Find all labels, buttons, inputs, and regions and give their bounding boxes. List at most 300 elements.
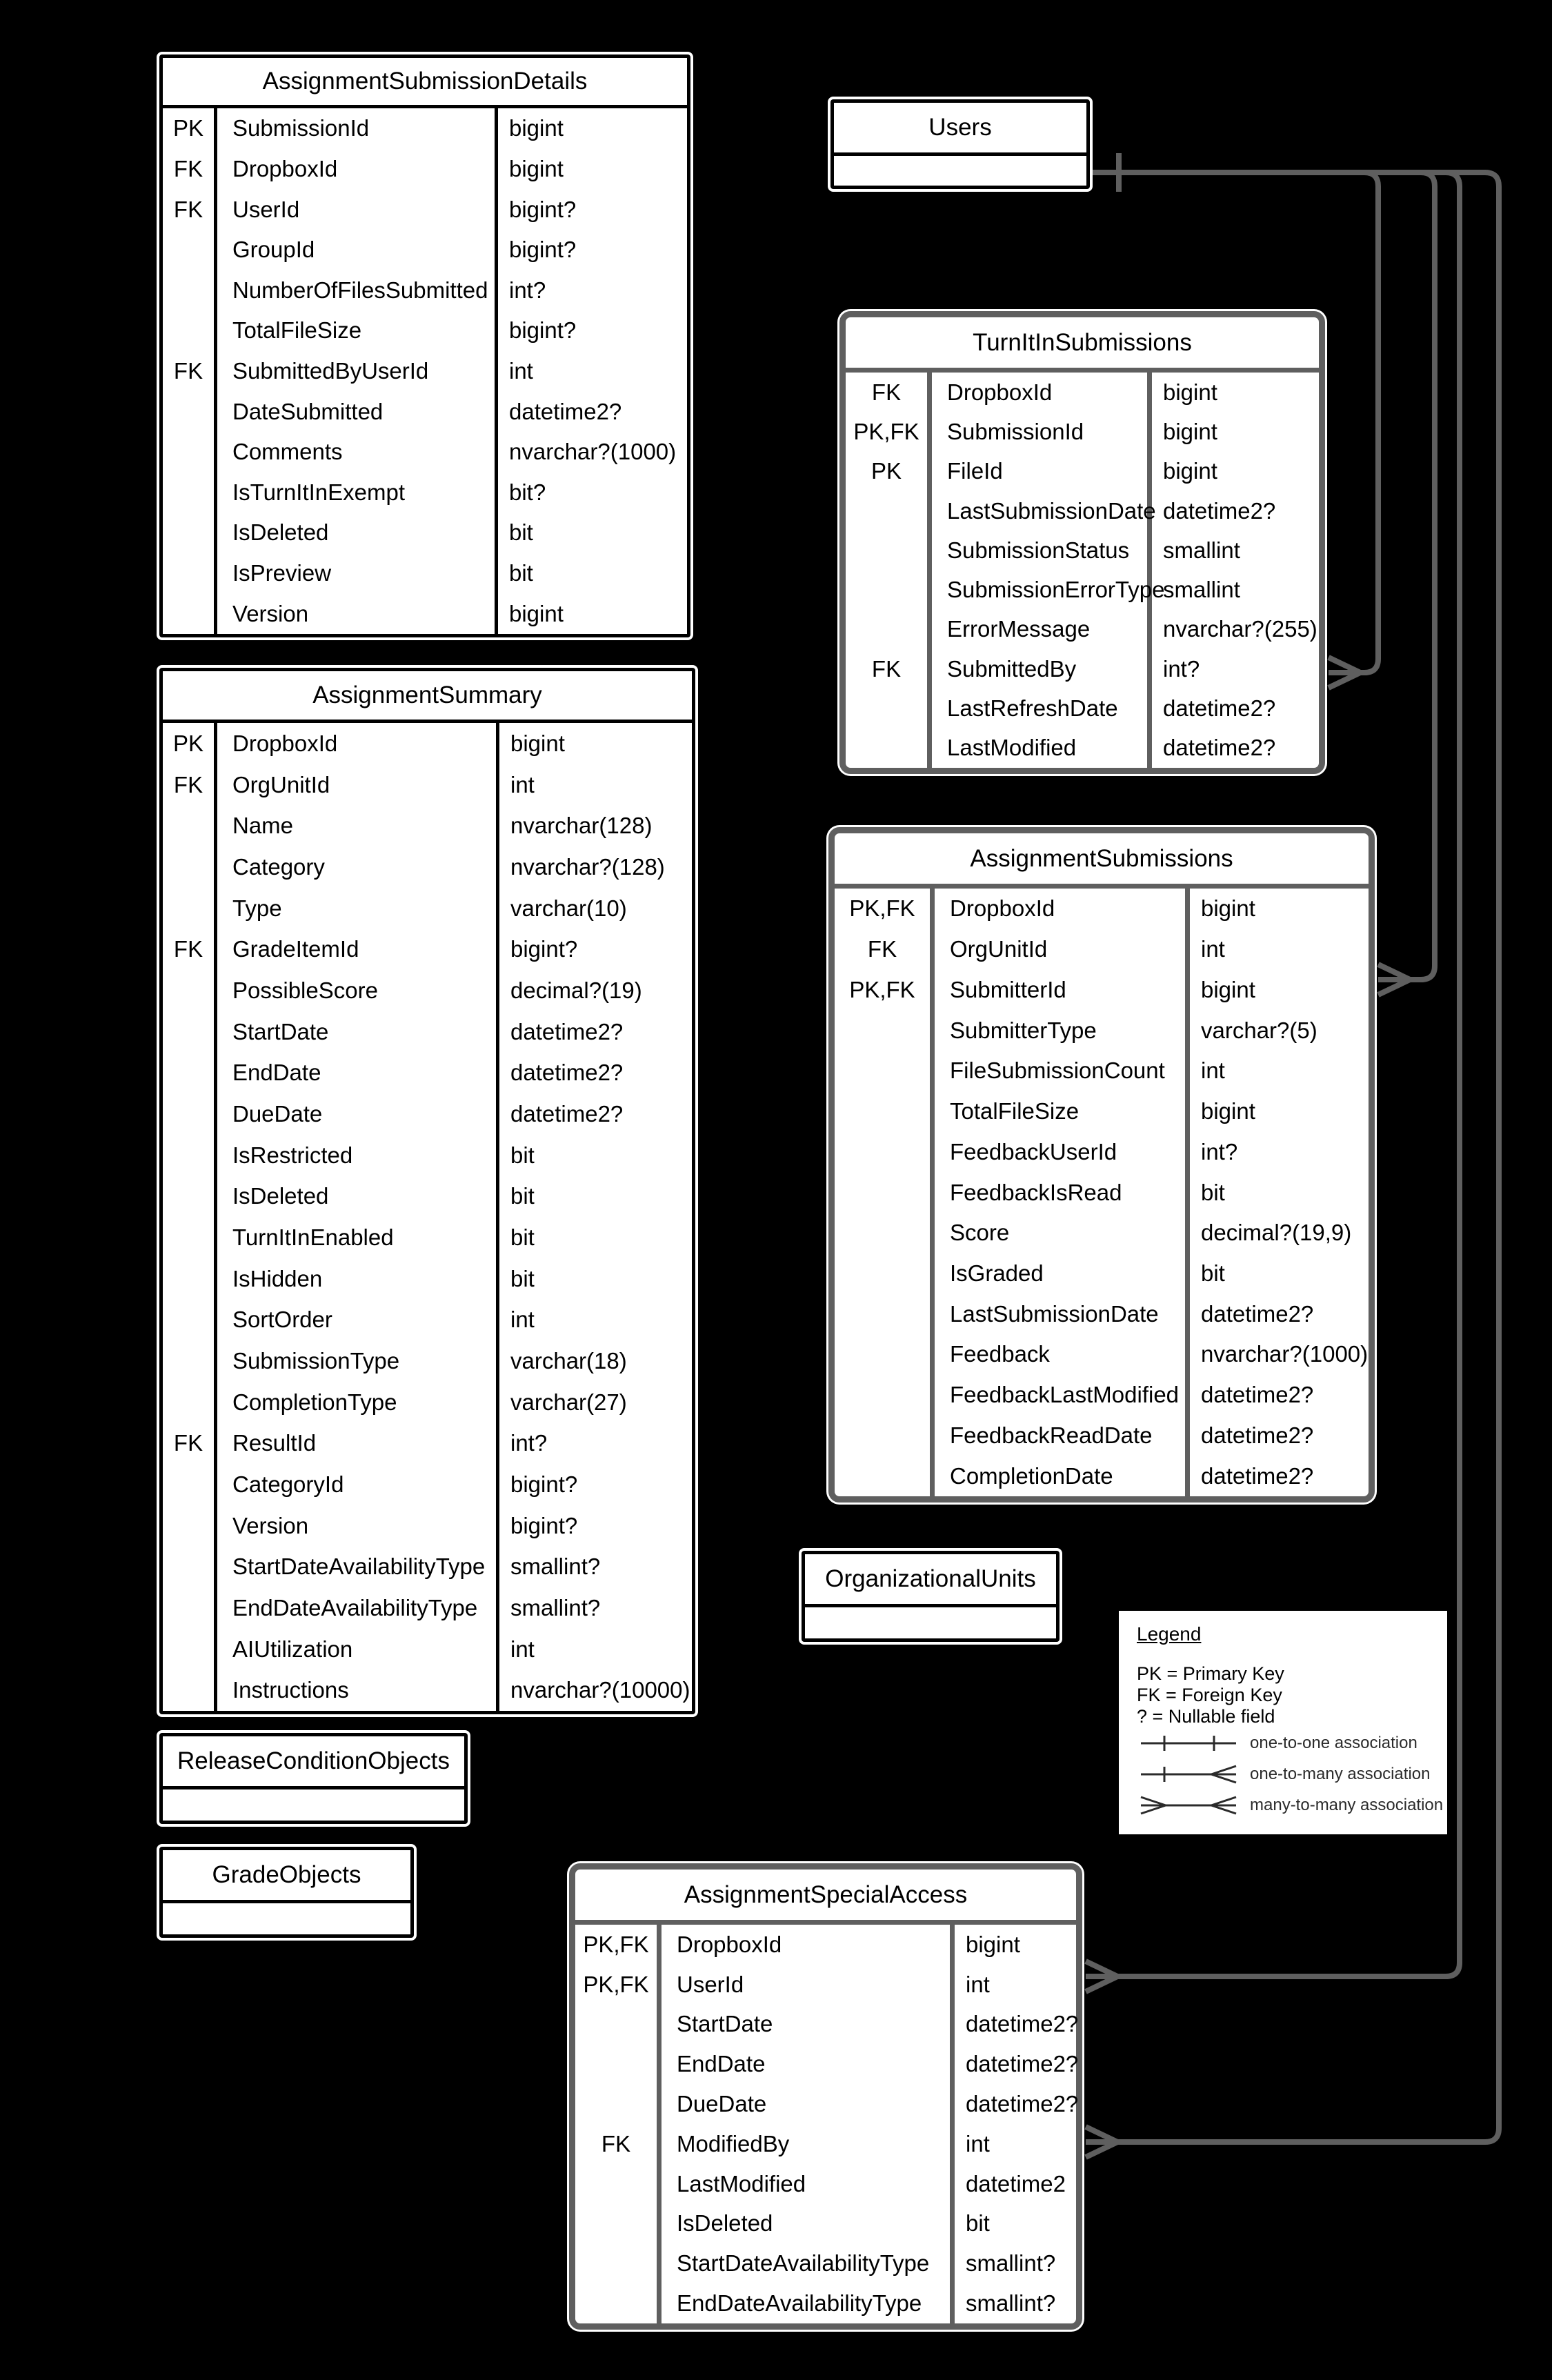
key-cell — [163, 1135, 217, 1176]
key-cell — [163, 1176, 217, 1217]
key-cell — [163, 1505, 217, 1547]
table-header — [163, 1850, 410, 1903]
field-type-cell: nvarchar?(1000) — [1201, 1341, 1369, 1367]
key-cell — [163, 805, 217, 846]
field-type-cell: bigint — [509, 600, 564, 626]
one-to-many-symbol-icon — [1137, 1762, 1240, 1787]
field-name-cell: DropboxId — [217, 723, 499, 764]
legend-label-many-to-many: many-to-many association — [1250, 1795, 1444, 1814]
field-type-cell: int? — [1201, 1138, 1238, 1164]
key-cell — [575, 2283, 661, 2323]
table-title: Users — [928, 114, 992, 141]
field-name-cell: TurnItInEnabled — [217, 1217, 499, 1258]
key-cell — [846, 728, 932, 768]
key-cell: PK — [163, 108, 217, 149]
table-row — [163, 230, 687, 270]
table-title: OrganizationalUnits — [825, 1565, 1036, 1592]
field-type-cell: bigint — [1163, 458, 1217, 484]
table-row — [835, 1131, 1369, 1172]
field-type-cell: bigint? — [510, 936, 578, 962]
field-name-cell: IsDeleted — [217, 1176, 499, 1217]
table-row — [575, 1925, 1076, 1965]
table-row — [163, 1382, 692, 1423]
table-row — [846, 491, 1319, 530]
key-cell — [163, 553, 217, 594]
field-type-cell: bigint — [510, 730, 565, 756]
field-name-cell: FeedbackReadDate — [935, 1416, 1190, 1456]
table-row — [575, 2005, 1079, 2045]
table-row — [846, 412, 1319, 451]
field-type-cell: bit? — [509, 479, 546, 505]
table-row — [846, 688, 1319, 728]
field-name-cell: EndDate — [661, 2044, 955, 2084]
field-name-cell: Score — [935, 1213, 1190, 1253]
field-type-cell: datetime2? — [1201, 1422, 1314, 1448]
table-row — [163, 929, 692, 970]
field-name-cell: AIUtilization — [217, 1629, 499, 1670]
field-name-cell: SubmissionErrorType — [932, 570, 1152, 609]
key-cell — [835, 1010, 935, 1051]
table-body — [846, 373, 1319, 768]
field-name-cell: LastRefreshDate — [932, 688, 1152, 728]
field-name-cell: StartDate — [217, 1011, 499, 1053]
table-body — [163, 723, 692, 1711]
key-cell — [163, 1464, 217, 1505]
field-name-cell: TotalFileSize — [217, 310, 498, 351]
legend-row-one-to-many — [1137, 1758, 1447, 1789]
field-type-cell: smallint — [1163, 537, 1240, 563]
table-row — [163, 723, 692, 764]
field-name-cell: SubmitterType — [935, 1010, 1190, 1051]
field-name-cell: DateSubmitted — [217, 391, 498, 432]
table-header — [163, 58, 687, 108]
field-name-cell: StartDateAvailabilityType — [661, 2243, 955, 2283]
key-cell — [846, 530, 932, 570]
field-name-cell: SubmissionId — [932, 412, 1152, 451]
field-type-cell: datetime2? — [966, 2051, 1079, 2077]
field-name-cell: SubmittedByUserId — [217, 351, 498, 392]
key-cell: PK,FK — [575, 1925, 661, 1965]
table-header — [846, 317, 1319, 373]
table-row — [835, 1091, 1369, 1132]
field-type-cell: decimal?(19) — [510, 977, 642, 1003]
key-cell — [163, 391, 217, 432]
key-cell — [835, 1334, 935, 1375]
field-type-cell: datetime2? — [966, 2011, 1079, 2037]
field-type-cell: int — [1201, 936, 1225, 962]
table-body — [835, 889, 1369, 1496]
key-cell: FK — [163, 764, 217, 806]
field-name-cell: Comments — [217, 432, 498, 473]
field-type-cell: int — [510, 1307, 535, 1333]
table-row — [163, 1135, 692, 1176]
table-row — [846, 649, 1319, 688]
table-row — [575, 2164, 1076, 2204]
table-GradeObjects — [159, 1847, 414, 1938]
field-name-cell: OrgUnitId — [217, 764, 499, 806]
table-row — [163, 1217, 692, 1258]
field-name-cell: Type — [217, 888, 499, 929]
field-name-cell: DueDate — [217, 1093, 499, 1135]
table-row — [163, 1052, 692, 1093]
key-cell — [835, 1213, 935, 1253]
table-row — [835, 1253, 1369, 1294]
table-row — [163, 351, 687, 392]
table-row — [163, 1464, 692, 1505]
field-name-cell: FeedbackIsRead — [935, 1172, 1190, 1213]
field-name-cell: IsHidden — [217, 1258, 499, 1300]
field-name-cell: IsDeleted — [217, 513, 498, 553]
field-name-cell: SubmitterId — [935, 969, 1190, 1010]
field-type-cell: datetime2? — [1201, 1462, 1314, 1489]
field-name-cell: FileId — [932, 452, 1152, 491]
table-row — [163, 1546, 692, 1587]
table-row — [846, 728, 1319, 768]
field-type-cell: bigint — [1201, 1098, 1255, 1124]
key-cell — [575, 2005, 661, 2045]
key-cell — [163, 1052, 217, 1093]
field-name-cell: OrgUnitId — [935, 929, 1190, 970]
key-cell — [575, 2084, 661, 2124]
field-type-cell: bigint — [509, 115, 564, 141]
table-Users — [830, 99, 1090, 189]
table-row — [163, 846, 692, 888]
field-name-cell: Category — [217, 846, 499, 888]
field-name-cell: Feedback — [935, 1334, 1190, 1375]
table-row — [835, 1456, 1369, 1496]
table-body — [834, 156, 1086, 186]
table-body — [163, 1789, 464, 1821]
field-name-cell: IsGraded — [935, 1253, 1190, 1294]
key-cell: FK — [163, 189, 217, 230]
field-type-cell: nvarchar(128) — [510, 813, 653, 839]
table-row — [163, 472, 687, 513]
key-cell — [575, 2204, 661, 2244]
table-row — [163, 1093, 692, 1135]
field-name-cell: GradeItemId — [217, 929, 499, 970]
field-type-cell: bit — [509, 519, 533, 546]
field-type-cell: bigint? — [509, 237, 577, 263]
table-row — [163, 1011, 692, 1053]
key-cell — [163, 1217, 217, 1258]
table-row — [163, 1505, 692, 1547]
table-body — [575, 1925, 1079, 2323]
field-type-cell: bigint — [1201, 976, 1255, 1002]
field-name-cell: Version — [217, 1505, 499, 1547]
table-row — [575, 2124, 1076, 2164]
table-row — [163, 593, 687, 634]
key-cell: FK — [846, 373, 932, 412]
key-cell — [163, 230, 217, 270]
table-title: AssignmentSubmissions — [970, 844, 1233, 872]
table-header — [163, 671, 692, 723]
field-name-cell: LastSubmissionDate — [935, 1293, 1190, 1334]
field-type-cell: bit — [510, 1224, 535, 1250]
field-name-cell: CompletionDate — [935, 1456, 1190, 1496]
field-type-cell: datetime2 — [966, 2170, 1066, 2196]
legend-abbreviation-pk: PK = Primary Key — [1137, 1663, 1284, 1684]
table-row — [575, 2204, 1076, 2244]
table-row — [835, 1334, 1369, 1375]
field-type-cell: bigint — [509, 155, 564, 181]
table-title: AssignmentSubmissionDetails — [262, 68, 588, 95]
field-type-cell: bit — [1201, 1179, 1225, 1205]
field-type-cell: bit — [510, 1142, 535, 1168]
field-type-cell: varchar(10) — [510, 895, 627, 921]
key-cell — [163, 1340, 217, 1382]
field-name-cell: CompletionType — [217, 1382, 499, 1423]
table-row — [835, 1213, 1369, 1253]
field-type-cell: datetime2? — [1163, 695, 1276, 722]
table-AssignmentSpecialAccess — [569, 1863, 1082, 2330]
table-row — [163, 1587, 692, 1629]
table-title: TurnItInSubmissions — [973, 328, 1192, 356]
field-name-cell: SubmittedBy — [932, 649, 1152, 688]
key-cell — [835, 1131, 935, 1172]
table-title: AssignmentSummary — [312, 682, 542, 708]
table-row — [163, 553, 687, 594]
table-title: AssignmentSpecialAccess — [684, 1881, 968, 1908]
key-cell — [575, 2164, 661, 2204]
table-row — [163, 189, 687, 230]
table-row — [575, 2243, 1076, 2283]
field-name-cell: Instructions — [217, 1669, 499, 1711]
key-cell — [846, 570, 932, 609]
field-type-cell: int — [510, 1636, 535, 1662]
table-AssignmentSubmissionDetails — [159, 54, 690, 637]
table-row — [163, 270, 687, 310]
table-TurnItInSubmissions — [839, 311, 1325, 774]
field-name-cell: NumberOfFilesSubmitted — [217, 270, 498, 310]
key-cell — [163, 1011, 217, 1053]
key-cell — [835, 1091, 935, 1132]
table-row — [835, 929, 1369, 970]
field-type-cell: bigint? — [509, 196, 577, 222]
field-type-cell: int — [510, 771, 535, 797]
key-cell — [163, 1093, 217, 1135]
field-type-cell: datetime2? — [510, 1100, 624, 1127]
field-type-cell: int? — [510, 1430, 548, 1456]
many-to-many-symbol-icon — [1137, 1793, 1240, 1818]
table-row — [163, 108, 687, 149]
field-name-cell: GroupId — [217, 230, 498, 270]
field-type-cell: datetime2? — [509, 398, 622, 424]
field-name-cell: StartDateAvailabilityType — [217, 1546, 499, 1587]
key-cell — [163, 513, 217, 553]
field-type-cell: datetime2? — [1163, 735, 1276, 761]
legend-box — [1117, 1609, 1449, 1836]
key-cell — [163, 846, 217, 888]
field-name-cell: Version — [217, 593, 498, 634]
table-row — [846, 452, 1319, 491]
legend-abbreviation-fk: FK = Foreign Key — [1137, 1685, 1282, 1705]
table-row — [163, 805, 692, 846]
field-type-cell: bigint — [1163, 379, 1217, 405]
field-name-cell: LastModified — [932, 728, 1152, 768]
key-cell: PK,FK — [835, 969, 935, 1010]
table-row — [163, 432, 687, 473]
field-name-cell: UserId — [217, 189, 498, 230]
key-cell: PK,FK — [575, 1965, 661, 2005]
field-type-cell: int — [1201, 1058, 1225, 1084]
field-name-cell: ErrorMessage — [932, 610, 1152, 649]
key-cell — [163, 270, 217, 310]
key-cell — [163, 888, 217, 929]
table-row — [835, 1010, 1369, 1051]
table-row — [835, 889, 1369, 929]
table-row — [835, 1051, 1369, 1091]
field-type-cell: datetime2? — [1201, 1300, 1314, 1327]
table-title: ReleaseConditionObjects — [177, 1747, 450, 1774]
legend-label-one-to-many: one-to-many association — [1250, 1764, 1431, 1783]
field-name-cell: DropboxId — [932, 373, 1152, 412]
field-name-cell: FeedbackLastModified — [935, 1375, 1190, 1416]
field-name-cell: DropboxId — [935, 889, 1190, 929]
key-cell: FK — [575, 2124, 661, 2164]
field-name-cell: LastSubmissionDate — [932, 491, 1152, 530]
table-row — [835, 1293, 1369, 1334]
field-name-cell: ModifiedBy — [661, 2124, 955, 2164]
key-cell — [846, 491, 932, 530]
key-cell — [846, 610, 932, 649]
table-ReleaseConditionObjects — [159, 1733, 468, 1824]
field-type-cell: varchar(27) — [510, 1389, 627, 1415]
key-cell: PK — [163, 723, 217, 764]
table-row — [835, 1172, 1369, 1213]
table-row — [163, 149, 687, 190]
table-row — [163, 1299, 692, 1340]
key-cell — [163, 1587, 217, 1629]
table-body — [163, 1903, 410, 1934]
field-name-cell: EndDate — [217, 1052, 499, 1093]
field-type-cell: decimal?(19,9) — [1201, 1220, 1352, 1246]
key-cell — [163, 1258, 217, 1300]
field-type-cell: bit — [509, 560, 533, 586]
legend-row-many-to-many — [1137, 1789, 1447, 1821]
key-cell: FK — [846, 649, 932, 688]
table-row — [846, 610, 1319, 649]
field-type-cell: bigint — [966, 1931, 1020, 1957]
field-type-cell: bit — [1201, 1260, 1225, 1286]
key-cell — [575, 2243, 661, 2283]
key-cell — [835, 1051, 935, 1091]
field-type-cell: bit — [510, 1265, 535, 1291]
field-name-cell: PossibleScore — [217, 970, 499, 1011]
field-type-cell: int? — [1163, 655, 1200, 682]
table-row — [163, 764, 692, 806]
field-name-cell: SubmissionStatus — [932, 530, 1152, 570]
field-type-cell: bigint — [1201, 895, 1255, 922]
key-cell: FK — [163, 1422, 217, 1464]
table-header — [805, 1554, 1056, 1607]
field-name-cell: SortOrder — [217, 1299, 499, 1340]
table-row — [575, 1965, 1076, 2005]
field-name-cell: DropboxId — [217, 149, 498, 190]
key-cell — [163, 1299, 217, 1340]
legend-label-one-to-one: one-to-one association — [1250, 1733, 1417, 1752]
field-type-cell: smallint? — [966, 2250, 1056, 2277]
field-type-cell: bigint? — [510, 1471, 578, 1497]
table-row — [163, 1176, 692, 1217]
table-title: GradeObjects — [212, 1861, 361, 1888]
table-AssignmentSummary — [159, 668, 695, 1714]
key-cell: PK,FK — [835, 889, 935, 929]
table-header — [835, 833, 1369, 889]
table-row — [163, 391, 687, 432]
table-header — [575, 1870, 1076, 1925]
field-name-cell: Name — [217, 805, 499, 846]
key-cell — [835, 1293, 935, 1334]
table-row — [163, 310, 687, 351]
key-cell — [163, 310, 217, 351]
field-name-cell: DropboxId — [661, 1925, 955, 1965]
table-row — [835, 969, 1369, 1010]
field-type-cell: nvarchar?(10000) — [510, 1677, 690, 1703]
field-type-cell: datetime2? — [510, 1060, 624, 1086]
field-type-cell: varchar?(5) — [1201, 1017, 1317, 1043]
table-row — [163, 1669, 692, 1711]
field-type-cell: datetime2? — [1201, 1382, 1314, 1408]
one-to-one-symbol-icon — [1137, 1731, 1240, 1756]
key-cell — [163, 593, 217, 634]
field-type-cell: nvarchar?(1000) — [509, 439, 677, 465]
key-cell — [835, 1172, 935, 1213]
field-type-cell: varchar(18) — [510, 1347, 627, 1374]
field-type-cell: smallint? — [510, 1554, 601, 1580]
key-cell — [575, 2044, 661, 2084]
table-OrganizationalUnits — [802, 1551, 1059, 1642]
field-name-cell: StartDate — [661, 2005, 955, 2045]
field-type-cell: int — [966, 1971, 990, 1997]
key-cell — [163, 472, 217, 513]
table-row — [846, 373, 1319, 412]
table-row — [575, 2044, 1079, 2084]
field-name-cell: CategoryId — [217, 1464, 499, 1505]
field-type-cell: int — [509, 357, 533, 384]
key-cell — [163, 1629, 217, 1670]
field-name-cell: EndDateAvailabilityType — [661, 2283, 955, 2323]
table-body — [163, 108, 687, 634]
table-row — [163, 1629, 692, 1670]
table-row — [835, 1416, 1369, 1456]
legend-abbreviation-nullable: ? = Nullable field — [1137, 1706, 1275, 1727]
field-name-cell: TotalFileSize — [935, 1091, 1190, 1132]
key-cell — [835, 1253, 935, 1294]
key-cell: FK — [163, 929, 217, 970]
field-type-cell: bit — [966, 2210, 990, 2237]
key-cell — [163, 432, 217, 473]
field-name-cell: FeedbackUserId — [935, 1131, 1190, 1172]
field-name-cell: SubmissionId — [217, 108, 498, 149]
field-type-cell: nvarchar?(255) — [1163, 616, 1317, 642]
table-header — [163, 1736, 464, 1789]
table-row — [835, 1375, 1369, 1416]
field-name-cell: FileSubmissionCount — [935, 1051, 1190, 1091]
table-row — [163, 1258, 692, 1300]
key-cell — [163, 1382, 217, 1423]
key-cell — [835, 1456, 935, 1496]
field-name-cell: IsTurnItInExempt — [217, 472, 498, 513]
legend-row-one-to-one — [1137, 1727, 1447, 1758]
field-name-cell: EndDateAvailabilityType — [217, 1587, 499, 1629]
key-cell: FK — [163, 351, 217, 392]
table-row — [163, 888, 692, 929]
field-type-cell: datetime2? — [966, 2091, 1079, 2117]
field-type-cell: nvarchar?(128) — [510, 853, 665, 880]
legend-title: Legend — [1137, 1623, 1202, 1645]
field-name-cell: IsPreview — [217, 553, 498, 594]
key-cell — [846, 688, 932, 728]
